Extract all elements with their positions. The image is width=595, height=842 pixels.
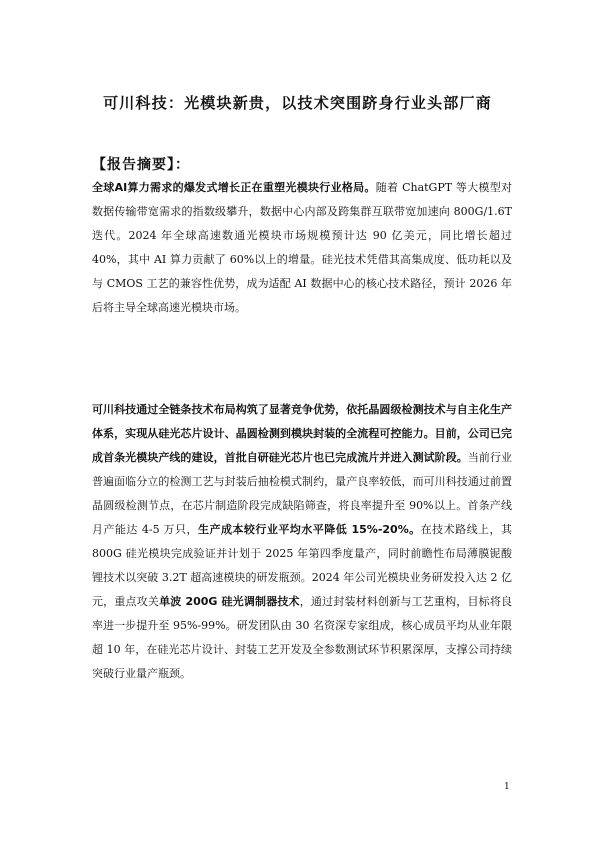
- paragraph-text: 在技术路线上，其 800G 硅光模块完成验证并计划于 2025 年第四季度量产，同时前瞻性布局薄膜铌酸锂技术以突破 3.2T 超高速模块的研发瓶颈。2024 年公司光模块业务研发投入达 2 亿元，重点攻关: [92, 523, 513, 608]
- paragraph-bold-cost: 生产成本较行业平均水平降低 15%-20%。: [198, 523, 421, 536]
- paragraph-text: ，通过封装材料创新与工艺重构，目标将良率进一步提升至 95%-99%。研发团队由 30 名资深专家组成，核心成员平均从业年限超 10 年，在硅光芯片设计、封装工艺开发及全参数测试环节积累深厚，支撑公司持续突破行业量产瓶颈。: [92, 595, 513, 680]
- paragraph-industry: [92, 176, 512, 320]
- page-number: 1: [504, 782, 510, 792]
- document-title: 可川科技：光模块新贵，以技术突围跻身行业头部厂商: [103, 94, 492, 112]
- paragraph-bold-tech: 单波 200G 硅光调制器技术: [159, 595, 300, 608]
- paragraph-body: 随着 ChatGPT 等大模型对数据传输带宽需求的指数级攀升，数据中心内部及跨集群互联带宽加速向 800G/1.6T 迭代。2024 年全球高速数通光模块市场规模预计达 90 亿美元，同比增长超过 40%，其中 AI 算力贡献了 60%以上的增量。硅光技术凭借其高集成度、低功耗以及与 CMOS 工艺的兼容性优势，成为适配 AI 数据中心的核心技术路径，预计 2026 年后将主导全球高速光模块市场。: [92, 181, 512, 314]
- section-heading: 【报告摘要】：: [92, 157, 190, 173]
- paragraph-lead-bold: 可川科技通过全链条技术布局构筑了显著竞争优势，依托晶圆级检测技术与自主化生产体系，实现从硅光芯片设计、晶圆检测到模块封装的全流程可控能力。目前，公司已完成首条光模块产线的建设，首批自研硅光芯片也已完成流片并进入测试阶段。: [92, 403, 512, 464]
- paragraph-text: 当前行业普遍面临分立的检测工艺与封装后抽检模式制约，量产良率较低，而可川科技通过前置晶圆级检测节点，在芯片制造阶段完成缺陷筛查，将良率提升至 90%以上。首条产线月产能达 4-5 万只，: [92, 451, 513, 536]
- paragraph-company: [92, 398, 512, 686]
- paragraph-lead-bold: 全球AI算力需求的爆发式增长正在重塑光模块行业格局。: [92, 181, 376, 194]
